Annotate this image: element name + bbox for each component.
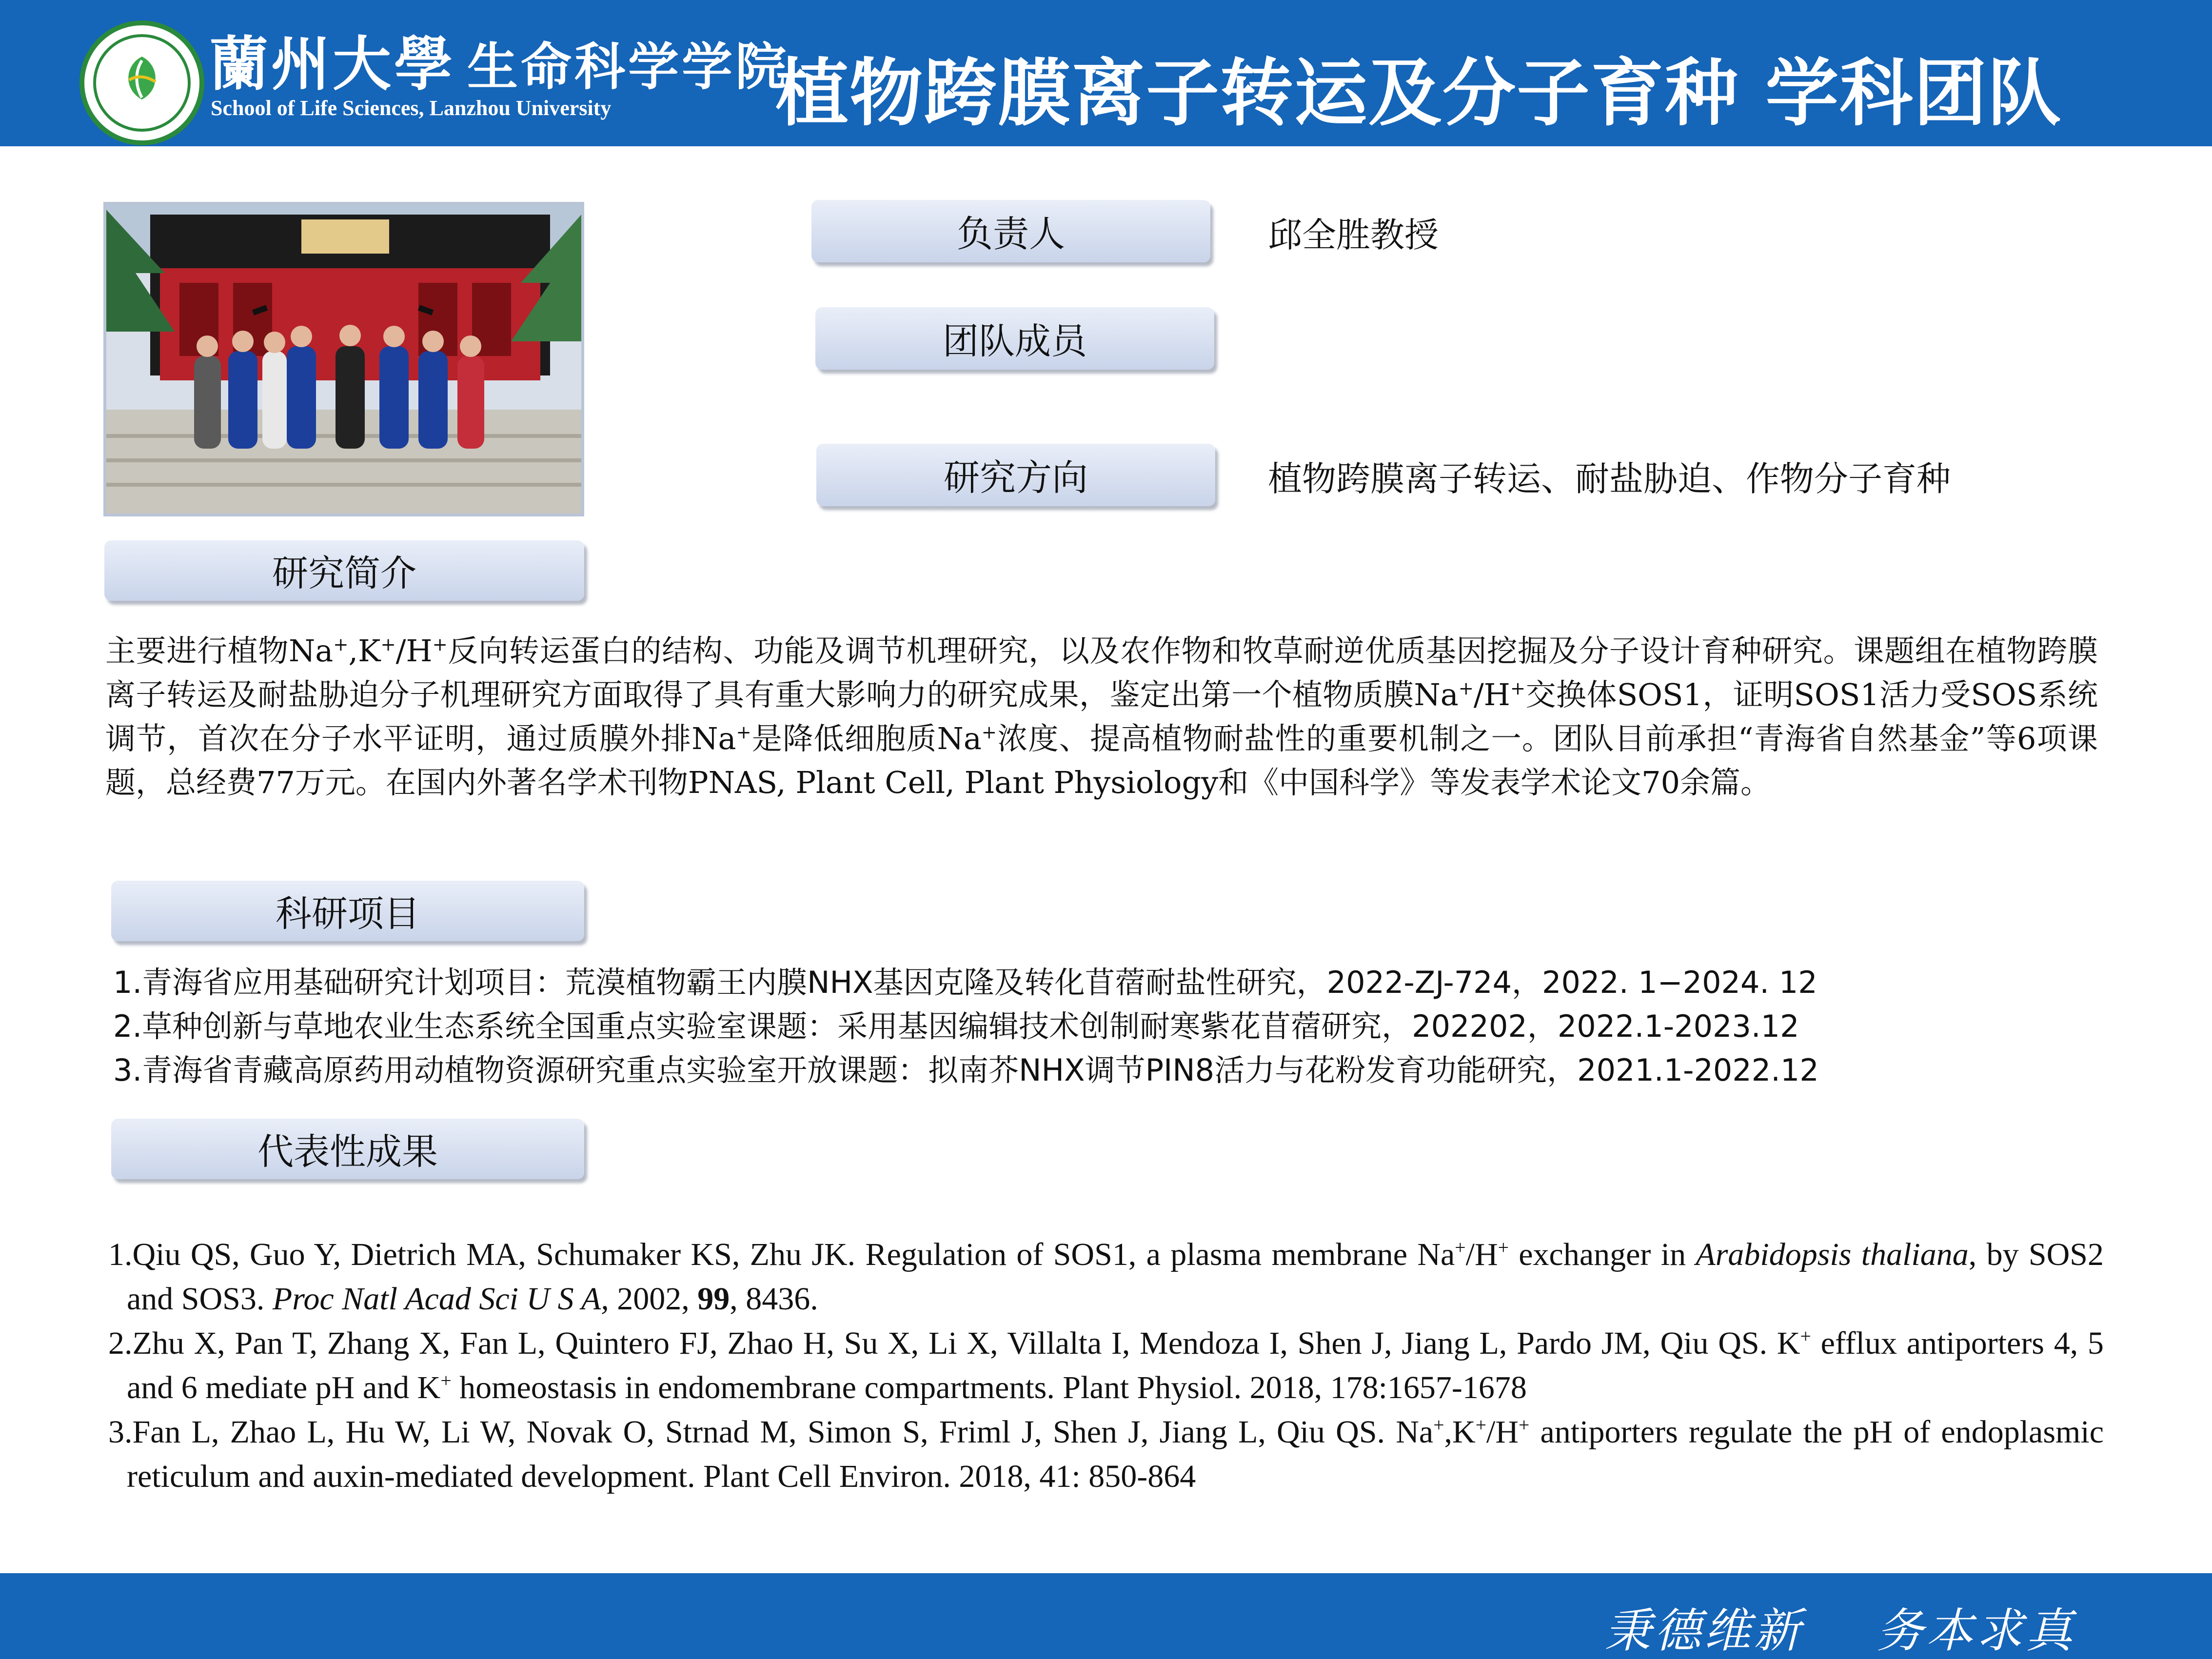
- list-item: 2.草种创新与草地农业生态系统全国重点实验室课题：采用基因编辑技术创制耐寒紫花苜蓿研究，202202，2022.1-2023.12: [113, 1008, 1799, 1044]
- list-item: 3.青海省青藏高原药用动植物资源研究重点实验室开放课题：拟南芥NHX调节PIN8活力与花粉发育功能研究，2021.1-2022.12: [113, 1052, 1819, 1088]
- reference-item: 1.Qiu QS, Guo Y, Dietrich MA, Schumaker KS, Zhu JK. Regulation of SOS1, a plasma membrane Na+/H+ exchanger in Arabidopsis thaliana, by SOS2 and SOS3. Proc Natl Acad Sci U S A, 2002, 99, 8436.: [108, 1237, 2104, 1317]
- intro-paragraph: 主要进行植物Na+,K+/H+反向转运蛋白的结构、功能及调节机理研究，以及农作物和牧草耐逆优质基因挖掘及分子设计育种研究。课题组在植物跨膜离子转运及耐盐胁迫分子机理研究方面取得了具有重大影响力的研究成果，鉴定出第一个植物质膜Na+/H+交换体SOS1，证明SOS1活力受SOS系统调节，首次在分子水平证明，通过质膜外排Na+是降低细胞质Na+浓度、提高植物耐盐性的重要机制之一。团队目前承担“青海省自然基金”等6项课题，总经费77万元。在国内外著名学术刊物PNAS, Plant Cell, Plant Physiology和《中国科学》等发表学术论文70余篇。: [105, 633, 2098, 800]
- leader-value: 邱全胜教授: [1268, 215, 1439, 255]
- header-bar: [0, 0, 2212, 146]
- projects-label: 科研项目: [111, 881, 584, 941]
- references-list: [108, 1232, 2104, 1499]
- footer-bar: [0, 1573, 2212, 1659]
- reference-item: 3.Fan L, Zhao L, Hu W, Li W, Novak O, Strnad M, Simon S, Friml J, Shen J, Jiang L, Qiu QS. Na+,K+/H+ antiporters regulate the pH of endoplasmic reticulum and auxin-mediated development. Plant Cell Environ. 2018, 41: 850-864: [108, 1414, 2104, 1494]
- school-name-english: School of Life Sciences, Lanzhou University: [211, 96, 612, 120]
- leader-label: 负责人: [811, 200, 1210, 262]
- team-photo: [103, 202, 584, 516]
- projects-list: [113, 961, 2108, 1092]
- list-item: 1.青海省应用基础研究计划项目：荒漠植物霸王内膜NHX基因克隆及转化苜蓿耐盐性研究，2022-ZJ-724，2022. 1−2024. 12: [113, 965, 1817, 1000]
- school-motto: 秉德维新 务本求真: [1604, 1603, 2075, 1658]
- members-label: 团队成员: [815, 307, 1214, 370]
- intro-label: 研究简介: [104, 540, 584, 601]
- direction-label: 研究方向: [816, 444, 1215, 506]
- university-seal-icon: [79, 20, 204, 145]
- achievements-label: 代表性成果: [111, 1119, 584, 1179]
- page-title: 植物跨膜离子转运及分子育种 学科团队: [775, 51, 2062, 136]
- direction-value: 植物跨膜离子转运、耐盐胁迫、作物分子育种: [1268, 459, 1951, 499]
- reference-item: 2.Zhu X, Pan T, Zhang X, Fan L, Quintero FJ, Zhao H, Su X, Li X, Villalta I, Mendoza I, Shen J, Jiang L, Pardo JM, Qiu QS. K+ efflux antiporters 4, 5 and 6 mediate pH and K+ homeostasis in endomembrane compartments. Plant Physiol. 2018, 178:1657-1678: [108, 1325, 2104, 1405]
- university-name: 蘭州大學 生命科学学院: [210, 30, 790, 99]
